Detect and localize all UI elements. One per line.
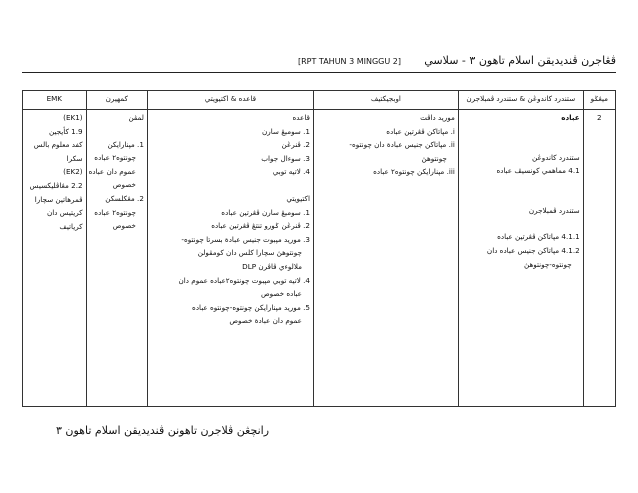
emk-line: ڤمرهاتين سچارا	[34, 194, 83, 204]
rule-item: 3. سوءال جواب	[261, 153, 310, 163]
activity-label: اكتيويتي	[286, 193, 310, 203]
week-number: 2	[597, 113, 602, 122]
skills-line: چونتوه٢ عباده	[94, 153, 136, 163]
standard-content-label: ستندرد كاندوڠن	[531, 152, 580, 162]
skills-line: خصوص	[112, 221, 136, 231]
cell-emk	[23, 110, 87, 407]
document-code: [RPT TAHUN 3 MINGGU 2]	[298, 57, 401, 66]
objective-line: i. مڽاتاكن ڤڠرتين عباده	[386, 126, 455, 136]
rule-item: 2. ڤنرڠن	[281, 140, 310, 150]
activity-item: چونتوهڽ سچارا كلس دان كومڤولن	[197, 248, 302, 258]
document-title-arabic: ڤڠاجرن ڤنديديقن اسلام تاهون ٣ - سلاسي	[424, 54, 616, 67]
activity-item: 4. لاتيه توبي مڽبوت چونتوه٢عباده عموم دان	[178, 275, 310, 285]
activity-item: ملالوءي ڤاڤرن DLP	[242, 261, 302, 271]
skills-line: 1. مڽنارايكن	[107, 139, 144, 149]
lesson-plan-table	[22, 90, 616, 407]
activity-item: عموم دان عبادة خصوص	[229, 316, 302, 326]
emk-line: (EK2)	[63, 167, 83, 177]
standard-learning-label: ستندرد ڤمبلاجرن	[528, 205, 580, 215]
rules-label: قاعده	[292, 113, 310, 122]
activity-item: 1. سومبڠ سارن ڤڠرتين عباده	[221, 207, 310, 217]
standard-learning-item: 4.1.2 مڽاتاكن جنيس عباده دان	[486, 245, 580, 255]
cell-objective	[313, 110, 458, 407]
column-header-week: ميڠݢو	[583, 91, 615, 110]
column-header-objective: اوبجيكتيف	[313, 91, 458, 110]
skills-line: 2. مڠكلسكن	[105, 193, 144, 203]
footer-text: رانچڠن ڤلاجرن تاهونن ڤنديديقن اسلام تاهون ٣	[56, 424, 270, 437]
rule-item: 4. لاتيه توبي	[272, 167, 310, 177]
activity-item: 3. موريد مڽبوت جنيس عبادة بسرتا چونتوه-	[181, 234, 310, 244]
activity-item: 2. ڤنرڠن ݢورو تنتڠ ڤڠرتين عباده	[211, 221, 310, 231]
cell-standard	[458, 110, 583, 407]
standard-learning-item: چونتوه-چونتوهڽ	[523, 259, 572, 269]
emk-line: 1.9 كأيجين	[48, 126, 83, 136]
rule-item: 1. سومبڠ سارن	[261, 126, 310, 136]
emk-line: سكرا	[66, 153, 83, 163]
emk-line: 2.2 مڠاڤليكسيس	[29, 180, 83, 190]
skills-line: لمڤن	[128, 113, 144, 122]
cell-skills	[86, 110, 147, 407]
cell-rules-activity	[147, 110, 313, 407]
emk-line: كفد معلوم بالس	[33, 140, 83, 150]
column-header-rules-activity: قاعده & اكتيويتي	[147, 91, 313, 110]
emk-line: كرياتيف	[59, 221, 83, 231]
objective-line: iii. مڽنارايكن چونتوه٢ عباده	[373, 167, 455, 177]
standard-content-item: 4.1 مماهمي كونسيڤ عباده	[496, 166, 580, 176]
skills-line: خصوص	[112, 180, 136, 190]
objective-line: موريد داڤت	[420, 113, 455, 122]
emk-line: كريتيس دان	[46, 208, 83, 218]
header-divider	[22, 72, 616, 73]
column-header-skills: كمهيرن	[86, 91, 147, 110]
emk-line: (EK1)	[63, 113, 83, 122]
skills-line: چونتوه٢ عباده	[94, 207, 136, 217]
column-header-emk: EMK	[23, 91, 87, 110]
standard-learning-item: 4.1.1 مڽاتاكن ڤڠرتين عباده	[497, 232, 580, 242]
standard-heading: عباده	[561, 113, 580, 122]
skills-line: عموم دان عباده	[88, 166, 136, 176]
table-row	[23, 110, 616, 407]
cell-week	[583, 110, 615, 407]
activity-item: 5. موريد مڽنارايكن چونتوه-چونتوه عباده	[192, 302, 310, 312]
objective-line: ii. مڽاتاكن جنيس عبادة دان چونتوه-	[349, 140, 455, 150]
activity-item: عباده خصوص	[260, 289, 302, 299]
table-header-row	[23, 91, 616, 110]
objective-line: چونتوهڽ	[421, 153, 447, 163]
column-header-standard: ستندرد كاندوڠن & ستندرد ڤمبلاجرن	[458, 91, 583, 110]
